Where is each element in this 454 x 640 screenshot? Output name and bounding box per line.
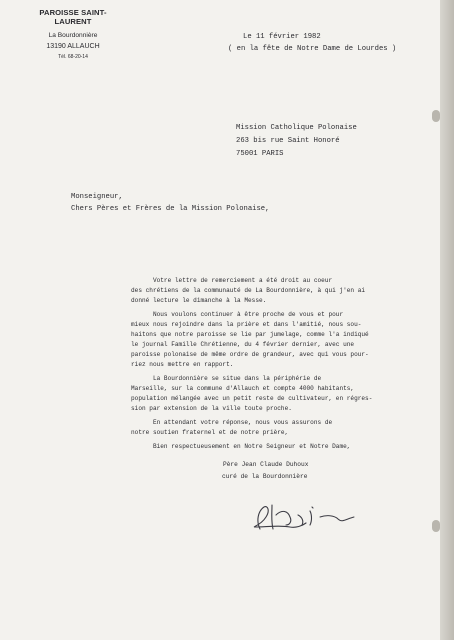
- body-line: La Bourdonnière se situe dans la périphérie de: [131, 375, 322, 382]
- binder-hole: [432, 520, 440, 532]
- letter-date: Le 11 février 1982: [243, 33, 321, 41]
- body-line: sion par extension de la ville toute proche.: [131, 405, 292, 412]
- body-line: mieux nous rejoindre dans la prière et dans l'amitié, nous sou-: [131, 321, 362, 328]
- letterhead: [28, 8, 118, 60]
- signatory-name: Père Jean Claude Duhoux: [223, 461, 309, 468]
- body-line: haitons que notre paroisse se lie par jumelage, comme l'a indiqué: [131, 331, 369, 338]
- salutation-line-2: Chers Pères et Frères de la Mission Polonaise,: [71, 205, 270, 213]
- body-line: population mélangée avec un petit reste de cultivateur, en régres-: [131, 395, 373, 402]
- body-line: Nous voulons continuer à être proche de vous et pour: [131, 311, 344, 318]
- parish-name: PAROISSE SAINT-LAURENT: [39, 8, 107, 26]
- parish-phone: Tél. 68-20-14: [58, 54, 88, 60]
- letter-occasion: ( en la fête de Notre Dame de Lourdes ): [228, 45, 397, 53]
- recipient-city: 75001 PARIS: [236, 150, 284, 158]
- handwritten-signature: [246, 497, 366, 537]
- body-line: notre soutien fraternel et de notre prière,: [131, 429, 289, 436]
- body-line: le journal Famille Chrétienne, du 4 février dernier, avec une: [131, 341, 355, 348]
- parish-street: La Bourdonnière: [48, 32, 98, 39]
- salutation-line-1: Monseigneur,: [71, 193, 123, 201]
- recipient-name: Mission Catholique Polonaise: [236, 124, 357, 132]
- body-line: riez nous mettre en rapport.: [131, 361, 234, 368]
- paper-edge: [440, 0, 454, 640]
- parish-city: 13190 ALLAUCH: [46, 43, 100, 50]
- body-line: En attendant votre réponse, nous vous assurons de: [131, 419, 333, 426]
- body-line: Bien respectueusement en Notre Seigneur et Notre Dame,: [131, 443, 351, 450]
- recipient-street: 263 bis rue Saint Honoré: [236, 137, 340, 145]
- body-line: donné lecture le dimanche à la Messe.: [131, 297, 267, 304]
- body-line: des chrétiens de la communauté de La Bourdonnière, à qui j'en ai: [131, 287, 366, 294]
- body-line: Marseille, sur la commune d'Allauch et compte 4000 habitants,: [131, 385, 355, 392]
- body-line: paroisse polonaise de même ordre de grandeur, avec qui vous pour-: [131, 351, 369, 358]
- signatory-role: curé de la Bourdonnière: [222, 473, 308, 480]
- body-line: Votre lettre de remerciement a été droit au coeur: [131, 277, 333, 284]
- binder-hole: [432, 110, 440, 122]
